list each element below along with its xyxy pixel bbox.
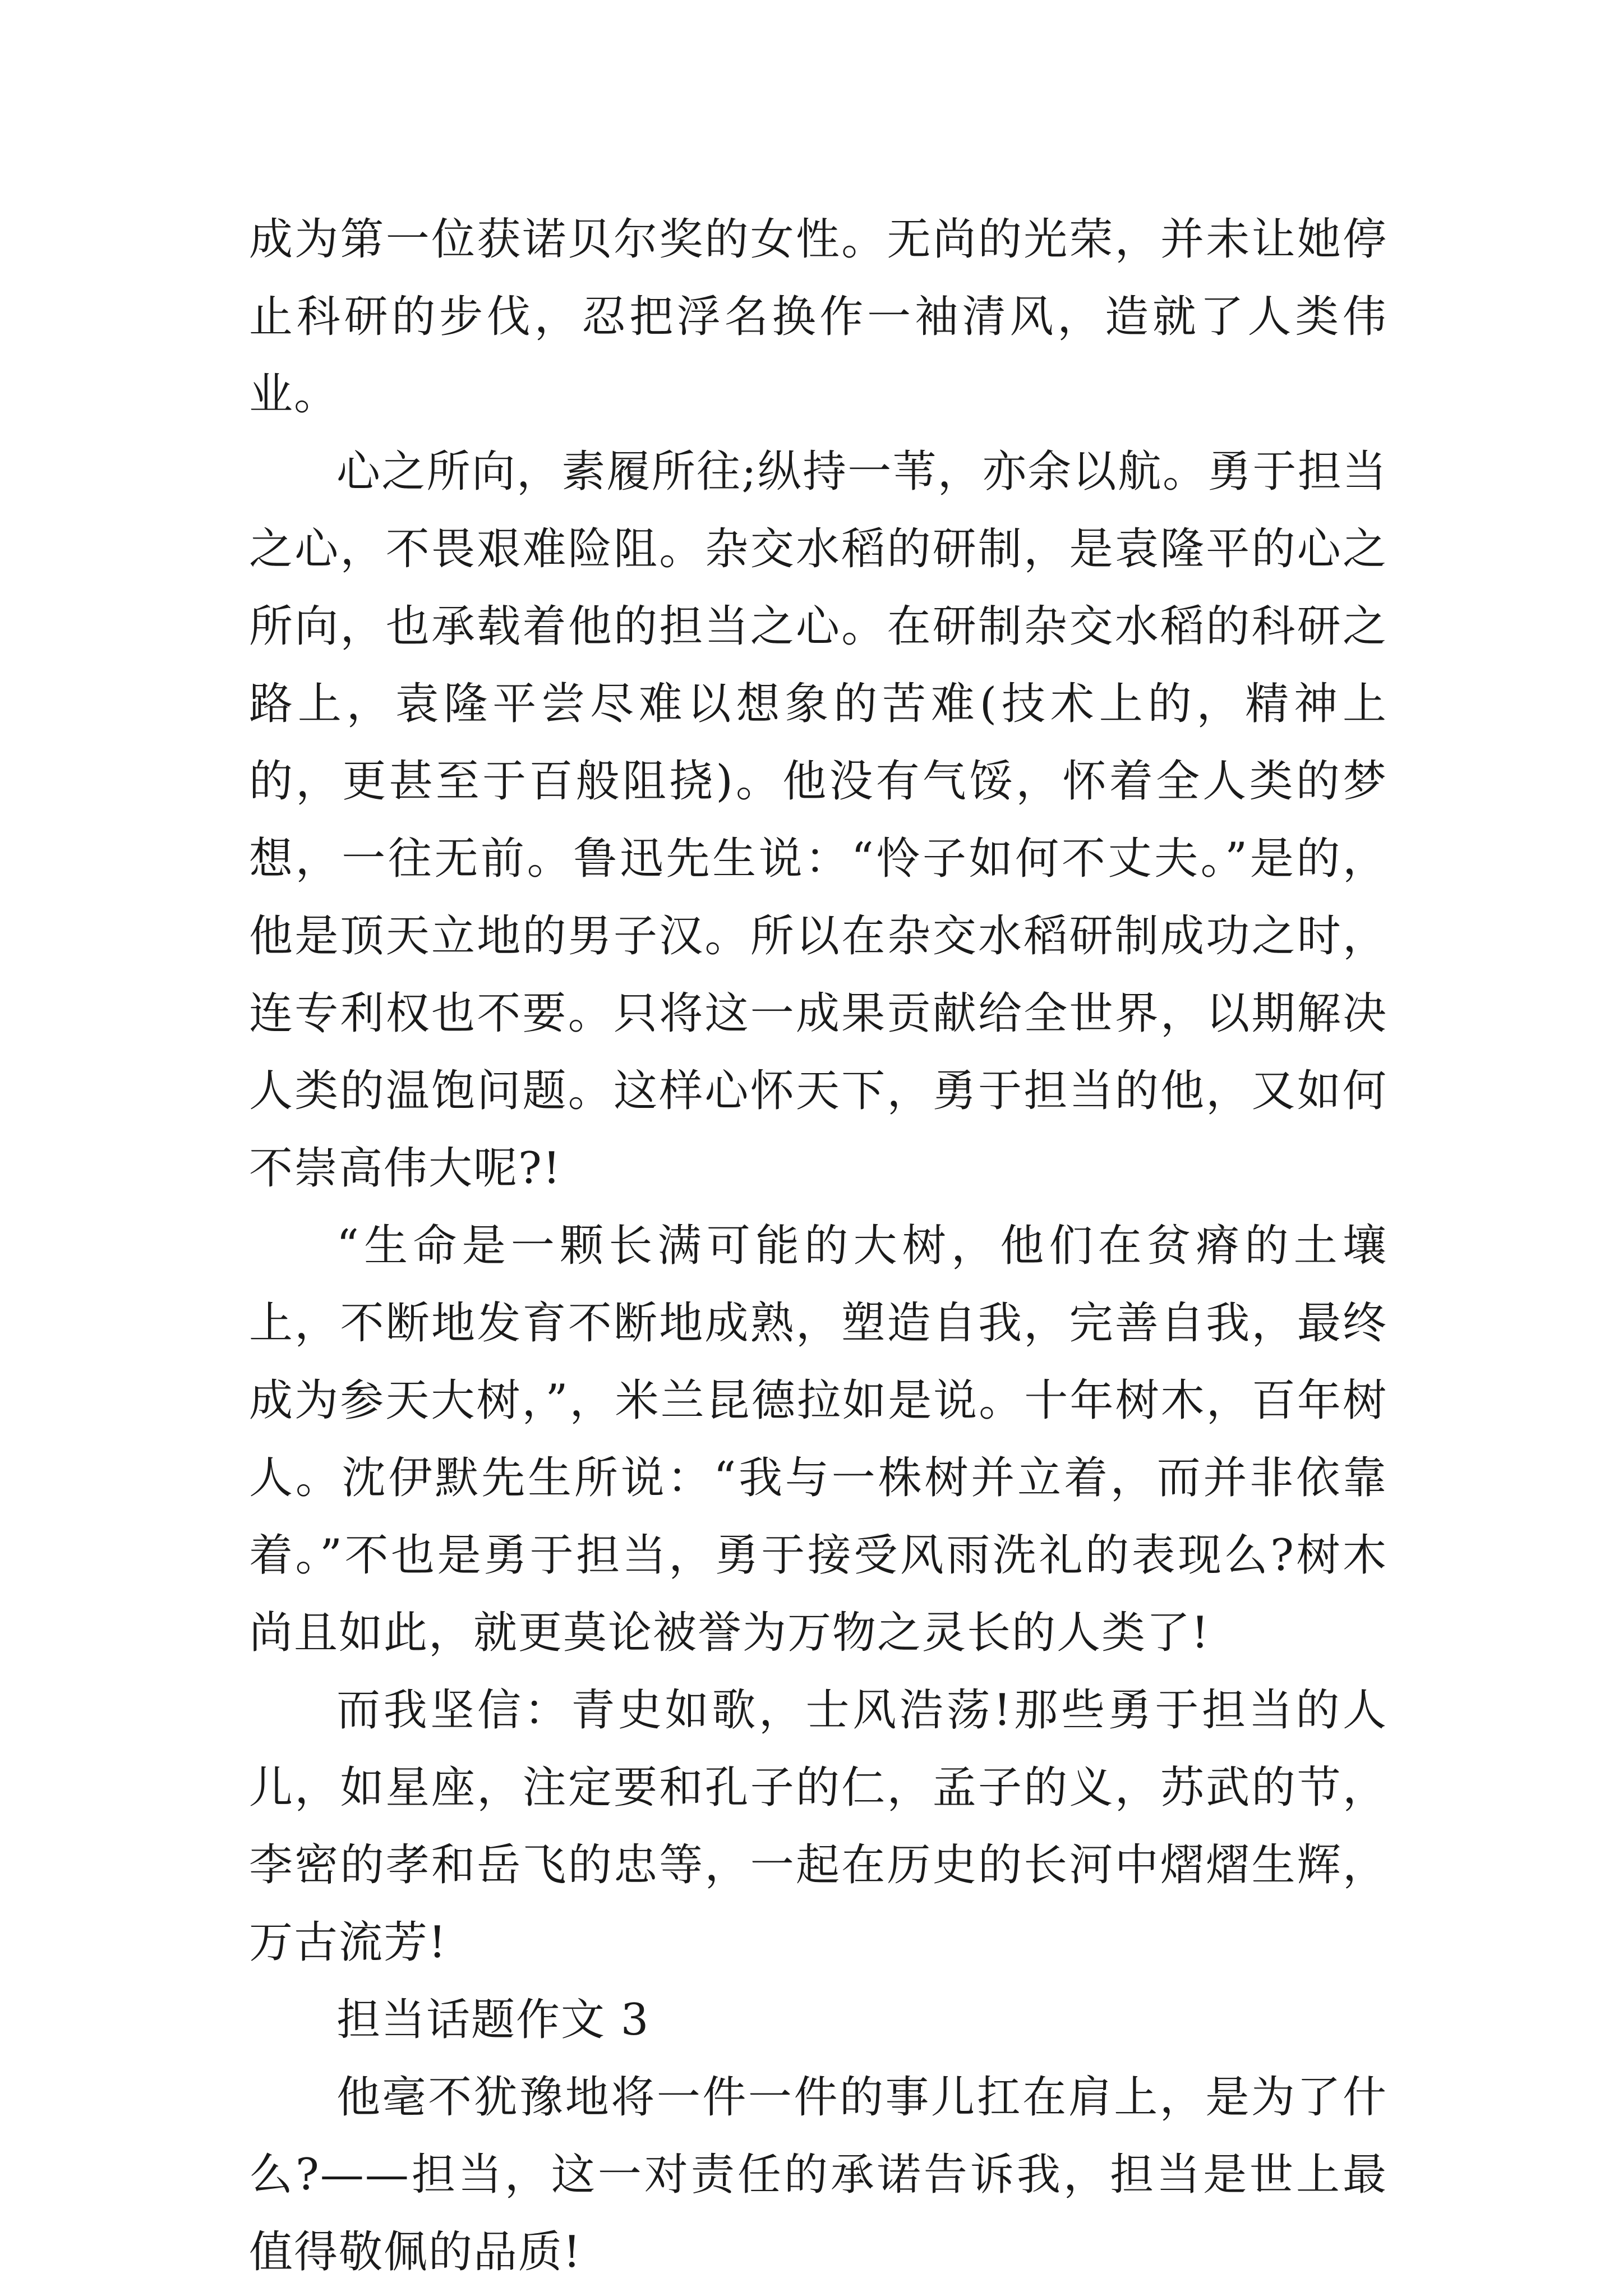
paragraph-conviction: 而我坚信：青史如歌，士风浩荡!那些勇于担当的人儿，如星座，注定要和孔子的仁，孟子的义，苏武的节，李密的孝和岳飞的忠等，一起在历史的长河中熠熠生辉，万古流芳! bbox=[249, 1685, 1387, 1968]
paragraph-curie-conclusion: 成为第一位获诺贝尔奖的女性。无尚的光荣，并未让她停止科研的步伐，忍把浮名换作一袖清风，造就了人类伟业。 bbox=[249, 214, 1387, 420]
essay-heading: 担当话题作文 3 bbox=[336, 1995, 650, 2045]
paragraph-tree-metaphor: “生命是一颗长满可能的大树，他们在贫瘠的土壤上，不断地发育不断地成熟，塑造自我，完善自我，最终成为参天大树，”，米兰昆德拉如是说。十年树木，百年树人。沈伊默先生所说：“我与一株树并立着，而并非依靠着。”不也是勇于担当，勇于接受风雨洗礼的表现么?树木尚且如此，就更莫论被誉为万物之灵长的人类了! bbox=[249, 1221, 1387, 1658]
paragraph-yuan-longping: 心之所向，素履所往;纵持一苇，亦余以航。勇于担当之心，不畏艰难险阻。杂交水稻的研制，是袁隆平的心之所向，也承载着他的担当之心。在研制杂交水稻的科研之路上，袁隆平尝尽难以想象的苦难(技术上的，精神上的，更甚至于百般阻挠)。他没有气馁，怀着全人类的梦想，一往无前。鲁迅先生说：“怜子如何不丈夫。”是的，他是顶天立地的男子汉。所以在杂交水稻研制成功之时，连专利权也不要。只将这一成果贡献给全世界，以期解决人类的温饱问题。这样心怀天下，勇于担当的他，又如何不崇高伟大呢?! bbox=[249, 447, 1387, 1194]
paragraph-essay3-opening: 他毫不犹豫地将一件一件的事儿扛在肩上，是为了什么?——担当，这一对责任的承诺告诉我，担当是世上最值得敬佩的品质! bbox=[249, 2072, 1387, 2277]
document-body bbox=[249, 201, 1387, 2291]
